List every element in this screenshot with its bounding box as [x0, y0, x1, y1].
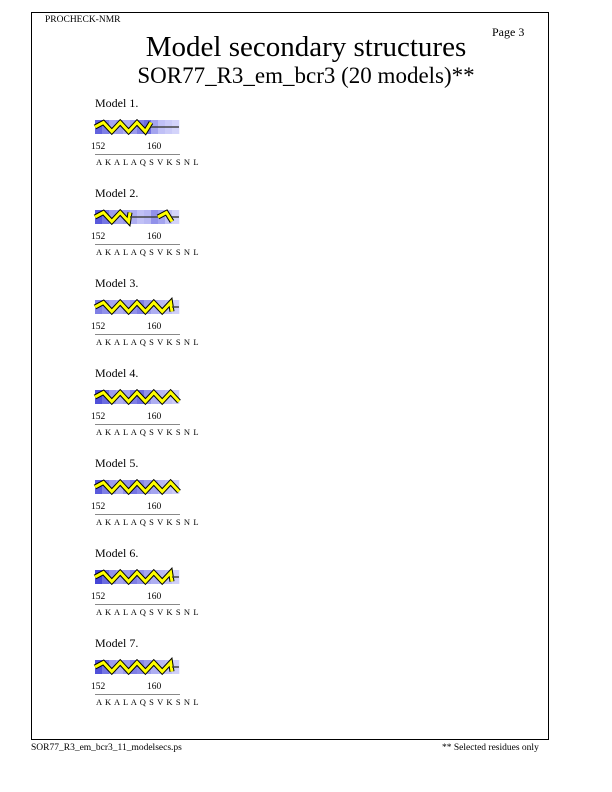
model-block	[90, 276, 200, 356]
model-block	[90, 636, 200, 716]
residue-sequence: A K A L A Q S V K S N L	[96, 337, 200, 347]
residue-number-start: 152	[91, 682, 106, 692]
residue-number-start: 152	[91, 412, 106, 422]
model-block	[90, 186, 200, 266]
model-label: Model 7.	[95, 636, 139, 650]
sequence-divider	[95, 694, 180, 695]
secondary-structure-strip	[90, 96, 190, 146]
residue-number-start: 152	[91, 592, 106, 602]
model-label: Model 5.	[95, 456, 139, 470]
residue-number-160: 160	[147, 142, 162, 152]
sequence-divider	[95, 514, 180, 515]
sequence-divider	[95, 604, 180, 605]
residue-sequence: A K A L A Q S V K S N L	[96, 247, 200, 257]
secondary-structure-strip	[90, 636, 190, 686]
residue-sequence: A K A L A Q S V K S N L	[96, 157, 200, 167]
sequence-divider	[95, 244, 180, 245]
model-block	[90, 96, 200, 176]
residue-number-160: 160	[147, 322, 162, 332]
residue-number-160: 160	[147, 592, 162, 602]
footer-note: ** Selected residues only	[442, 743, 539, 753]
residue-sequence: A K A L A Q S V K S N L	[96, 427, 200, 437]
residue-number-start: 152	[91, 322, 106, 332]
secondary-structure-strip	[90, 546, 190, 596]
page-title: Model secondary structures	[145, 31, 467, 63]
residue-sequence: A K A L A Q S V K S N L	[96, 607, 200, 617]
secondary-structure-strip	[90, 366, 190, 416]
page-number: Page 3	[492, 25, 525, 39]
secondary-structure-strip	[90, 276, 190, 326]
model-label: Model 3.	[95, 276, 139, 290]
model-label: Model 2.	[95, 186, 139, 200]
model-label: Model 4.	[95, 366, 139, 380]
model-block	[90, 366, 200, 446]
model-label: Model 6.	[95, 546, 139, 560]
sequence-divider	[95, 424, 180, 425]
footer-filename: SOR77_R3_em_bcr3_11_modelsecs.ps	[31, 743, 182, 753]
residue-number-160: 160	[147, 502, 162, 512]
residue-number-160: 160	[147, 682, 162, 692]
residue-number-start: 152	[91, 502, 106, 512]
page-subtitle: SOR77_R3_em_bcr3 (20 models)**	[137, 63, 475, 88]
program-name: PROCHECK-NMR	[45, 15, 121, 25]
residue-number-160: 160	[147, 412, 162, 422]
model-label: Model 1.	[95, 96, 139, 110]
residue-sequence: A K A L A Q S V K S N L	[96, 517, 200, 527]
sequence-divider	[95, 154, 180, 155]
residue-number-start: 152	[91, 232, 106, 242]
residue-sequence: A K A L A Q S V K S N L	[96, 697, 200, 707]
secondary-structure-strip	[90, 186, 190, 236]
residue-number-160: 160	[147, 232, 162, 242]
residue-number-start: 152	[91, 142, 106, 152]
secondary-structure-strip	[90, 456, 190, 506]
model-block	[90, 546, 200, 626]
sequence-divider	[95, 334, 180, 335]
model-block	[90, 456, 200, 536]
